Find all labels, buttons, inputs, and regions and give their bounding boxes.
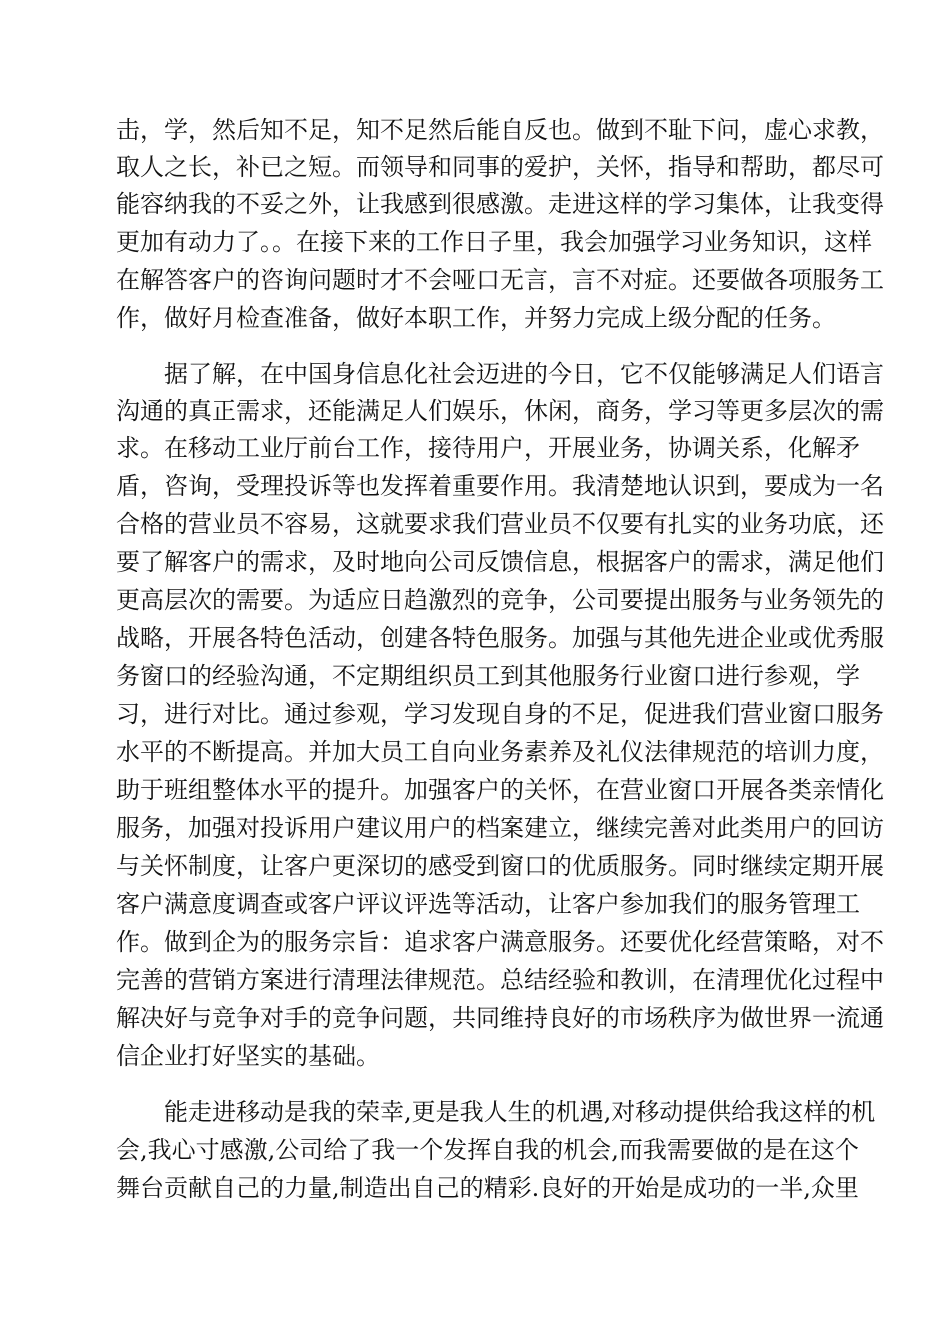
paragraph-2-line-10: 习，进行对比。通过参观，学习发现自身的不足，促进我们营业窗口服务 [116, 700, 884, 728]
paragraph-2-line-9: 务窗口的经验沟通，不定期组织员工到其他服务行业窗口进行参观，学 [116, 662, 860, 690]
paragraph-2-line-18: 解决好与竞争对手的竞争问题，共同维持良好的市场秩序为做世界一流通 [116, 1004, 884, 1032]
paragraph-2-line-2: 沟通的真正需求，还能满足人们娱乐，休闲，商务，学习等更多层次的需 [116, 397, 884, 425]
paragraph-3-line-2: 会,我心寸感激,公司给了我一个发挥自我的机会,而我需要做的是在这个 [116, 1136, 859, 1164]
paragraph-2-line-1: 据了解，在中国身信息化社会迈进的今日，它不仅能够满足人们语言 [164, 360, 884, 388]
paragraph-2-line-13: 服务，加强对投诉用户建议用户的档案建立，继续完善对此类用户的回访 [116, 814, 884, 842]
paragraph-1-line-3: 能容纳我的不妥之外，让我感到很感激。走进这样的学习集体，让我变得 [116, 190, 884, 218]
paragraph-2-line-19: 信企业打好坚实的基础。 [116, 1042, 380, 1070]
paragraph-2-line-8: 战略，开展各特色活动，创建各特色服务。加强与其他先进企业或优秀服 [116, 624, 884, 652]
paragraph-1-line-4: 更加有动力了。。在接下来的工作日子里，我会加强学习业务知识，这样 [116, 228, 872, 256]
paragraph-2-line-7: 更高层次的需要。为适应日趋激烈的竞争，公司要提出服务与业务领先的 [116, 586, 884, 614]
paragraph-2-line-17: 完善的营销方案进行清理法律规范。总结经验和教训，在清理优化过程中 [116, 966, 884, 994]
paragraph-2-line-15: 客户满意度调查或客户评议评选等活动，让客户参加我们的服务管理工 [116, 890, 860, 918]
paragraph-1-line-5: 在解答客户的咨询问题时才不会哑口无言，言不对症。还要做各项服务工 [116, 266, 884, 294]
paragraph-2-line-12: 助于班组整体水平的提升。加强客户的关怀，在营业窗口开展各类亲情化 [116, 776, 884, 804]
paragraph-1-line-1: 击，学，然后知不足，知不足然后能自反也。做到不耻下问，虚心求教， [116, 116, 884, 144]
paragraph-2-line-4: 盾，咨询，受理投诉等也发挥着重要作用。我清楚地认识到，要成为一名 [116, 472, 884, 500]
paragraph-1-line-2: 取人之长，补已之短。而领导和同事的爱护，关怀，指导和帮助，都尽可 [116, 153, 884, 181]
paragraph-2-line-11: 水平的不断提高。并加大员工自向业务素养及礼仪法律规范的培训力度， [116, 738, 884, 766]
paragraph-2-line-5: 合格的营业员不容易，这就要求我们营业员不仅要有扎实的业务功底，还 [116, 510, 884, 538]
paragraph-2-line-6: 要了解客户的需求，及时地向公司反馈信息，根据客户的需求，满足他们 [116, 548, 884, 576]
paragraph-2-line-14: 与关怀制度，让客户更深切的感受到窗口的优质服务。同时继续定期开展 [116, 852, 884, 880]
paragraph-3-line-3: 舞台贡献自己的力量,制造出自己的精彩.良好的开始是成功的一半,众里 [116, 1174, 859, 1202]
paragraph-2-line-16: 作。做到企为的服务宗旨：追求客户满意服务。还要优化经营策略，对不 [116, 928, 884, 956]
paragraph-2-line-3: 求。在移动工业厅前台工作，接待用户，开展业务，协调关系，化解矛 [116, 434, 860, 462]
paragraph-3-line-1: 能走进移动是我的荣幸,更是我人生的机遇,对移动提供给我这样的机 [164, 1098, 876, 1126]
paragraph-1-line-6: 作，做好月检查准备，做好本职工作，并努力完成上级分配的任务。 [116, 304, 836, 332]
